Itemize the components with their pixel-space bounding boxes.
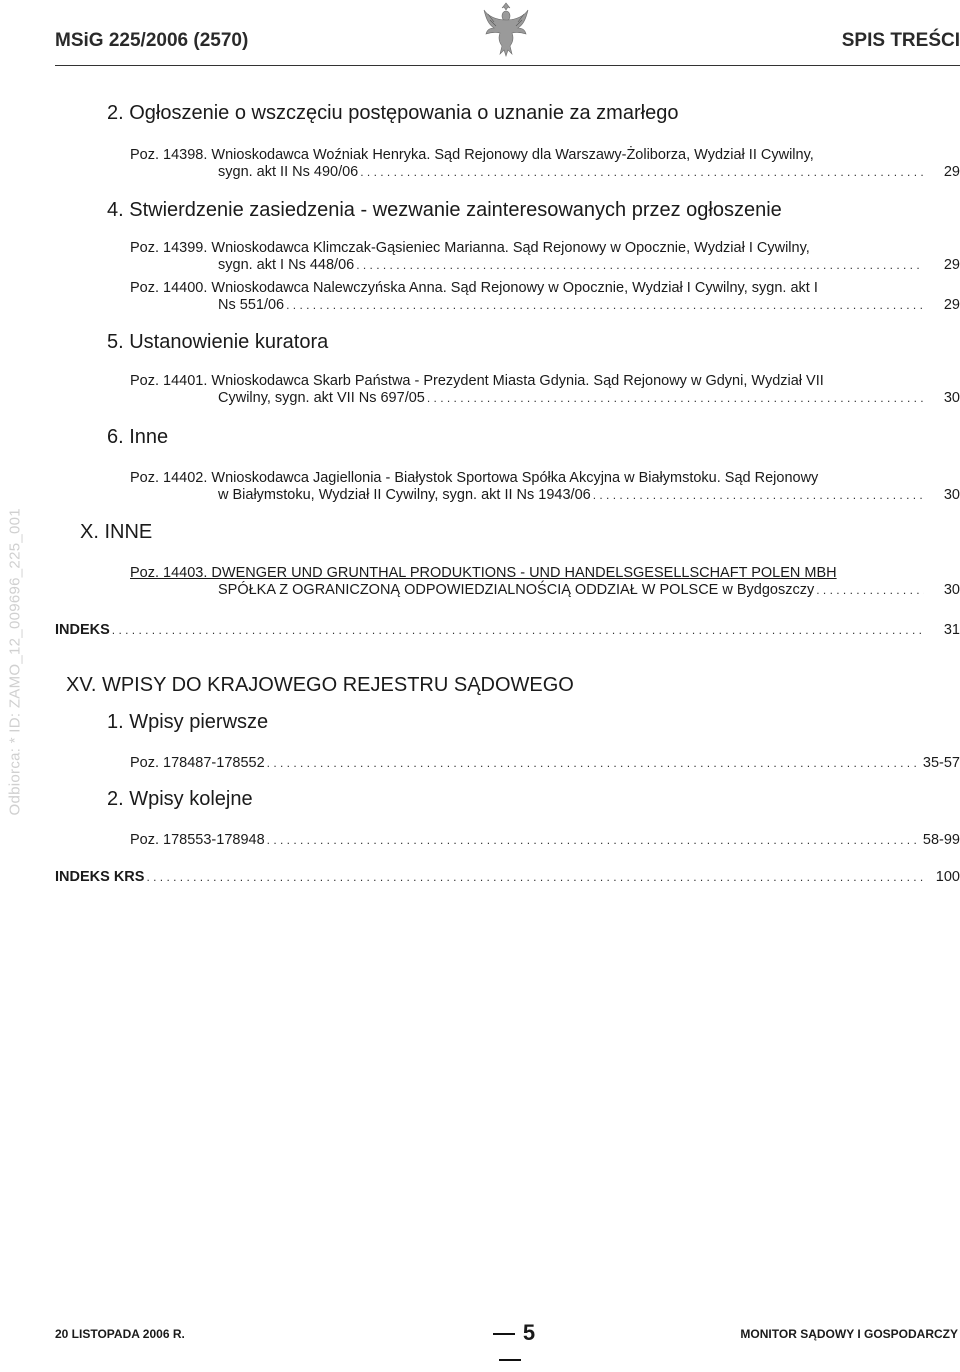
entry-line: Poz. 14398. Wnioskodawca Woźniak Henryka. Sąd Rejonowy dla Warszawy-Żoliborza, Wydział II Cywilny, (130, 147, 814, 163)
entry-line: INDEKS (55, 622, 110, 638)
issue-number: MSiG 225/2006 (2570) (55, 30, 249, 51)
section-label: SPIS TREŚCI (841, 30, 960, 51)
publication-name: MONITOR SĄDOWY I GOSPODARCZY (740, 1327, 958, 1341)
section-title: 5. Ustanowienie kuratora (107, 331, 329, 353)
entry-line: Poz. 14401. Wnioskodawca Skarb Państwa - Prezydent Miasta Gdynia. Sąd Rejonowy w Gdyni, Wydział VII (130, 373, 824, 389)
page-number-value: 5 (522, 1320, 536, 1345)
toc-entry[interactable] (130, 280, 960, 314)
polish-eagle-emblem-icon (482, 2, 530, 60)
entry-line: Poz. 178553-178948 (130, 832, 265, 848)
section-title: 4. Stwierdzenie zasiedzenia - wezwanie zainteresowanych przez ogłoszenie (107, 199, 782, 221)
leader-dots (427, 390, 924, 407)
entry-line: Ns 551/06 (218, 297, 285, 313)
toc-entry[interactable] (130, 147, 960, 181)
leader-dots (360, 164, 924, 181)
page-number: 29 (943, 164, 960, 180)
toc-entry[interactable] (55, 622, 960, 639)
page-number: 35-57 (922, 755, 960, 771)
section-title: 6. Inne (107, 426, 169, 448)
entry-line: w Białymstoku, Wydział II Cywilny, sygn. akt II Ns 1943/06 (218, 487, 591, 503)
page-number: 31 (943, 622, 960, 638)
section-title: 2. Wpisy kolejne (107, 788, 253, 810)
section-title: 1. Wpisy pierwsze (107, 711, 269, 733)
entry-line: INDEKS KRS (55, 869, 145, 885)
entry-line: sygn. akt I Ns 448/06 (218, 257, 355, 273)
section-title: 2. Ogłoszenie o wszczęciu postępowania o uznanie za zmarłego (107, 102, 679, 124)
leader-dots (146, 869, 924, 886)
leader-dots (816, 582, 924, 599)
issue-date: 20 LISTOPADA 2006 R. (55, 1327, 185, 1341)
toc-entry[interactable] (130, 832, 960, 849)
page-number: 29 (943, 297, 960, 313)
toc-entry[interactable] (130, 373, 960, 407)
page-number: 58-99 (922, 832, 960, 848)
page-number: 29 (943, 257, 960, 273)
section-title: X. INNE (80, 521, 153, 543)
leader-dots (112, 622, 924, 639)
page-number: 30 (943, 390, 960, 406)
leader-dots (286, 297, 924, 314)
entry-line: Cywilny, sygn. akt VII Ns 697/05 (218, 390, 425, 406)
entry-line: sygn. akt II Ns 490/06 (218, 164, 359, 180)
toc-entry[interactable] (130, 240, 960, 274)
page-number: 30 (943, 487, 960, 503)
entry-line: SPÓŁKA Z OGRANICZONĄ ODPOWIEDZIALNOŚCIĄ ODDZIAŁ W POLSCE w Bydgoszczy (218, 582, 815, 598)
header-divider (55, 65, 960, 66)
recipient-stamp: Odbiorca: * ID: ZAMO_12_009696_225_001 (6, 508, 24, 816)
leader-dots (356, 257, 924, 274)
entry-line: Poz. 178487-178552 (130, 755, 265, 771)
entry-line: Poz. 14403. DWENGER UND GRUNTHAL PRODUKTIONS - UND HANDELSGESELLSCHAFT POLEN MBH (130, 565, 837, 581)
page-number: 30 (943, 582, 960, 598)
toc-entry[interactable] (130, 470, 960, 504)
page-number: 100 (935, 869, 960, 885)
chapter-title: XV. WPISY DO KRAJOWEGO REJESTRU SĄDOWEGO (66, 674, 574, 696)
leader-dots (267, 832, 916, 849)
leader-dots (267, 755, 916, 772)
leader-dots (593, 487, 924, 504)
entry-line: Poz. 14400. Wnioskodawca Nalewczyńska Anna. Sąd Rejonowy w Opocznie, Wydział I Cywilny, sygn. akt I (130, 280, 818, 296)
page-number-footer (470, 1320, 550, 1372)
entry-line: Poz. 14399. Wnioskodawca Klimczak-Gąsieniec Marianna. Sąd Rejonowy w Opocznie, Wydział I Cywilny, (130, 240, 810, 256)
toc-entry[interactable] (130, 565, 960, 599)
toc-entry[interactable] (55, 869, 960, 886)
toc-entry[interactable] (130, 755, 960, 772)
entry-line: Poz. 14402. Wnioskodawca Jagiellonia - Białystok Sportowa Spółka Akcyjna w Białymstoku. Sąd Rejonowy (130, 470, 819, 486)
